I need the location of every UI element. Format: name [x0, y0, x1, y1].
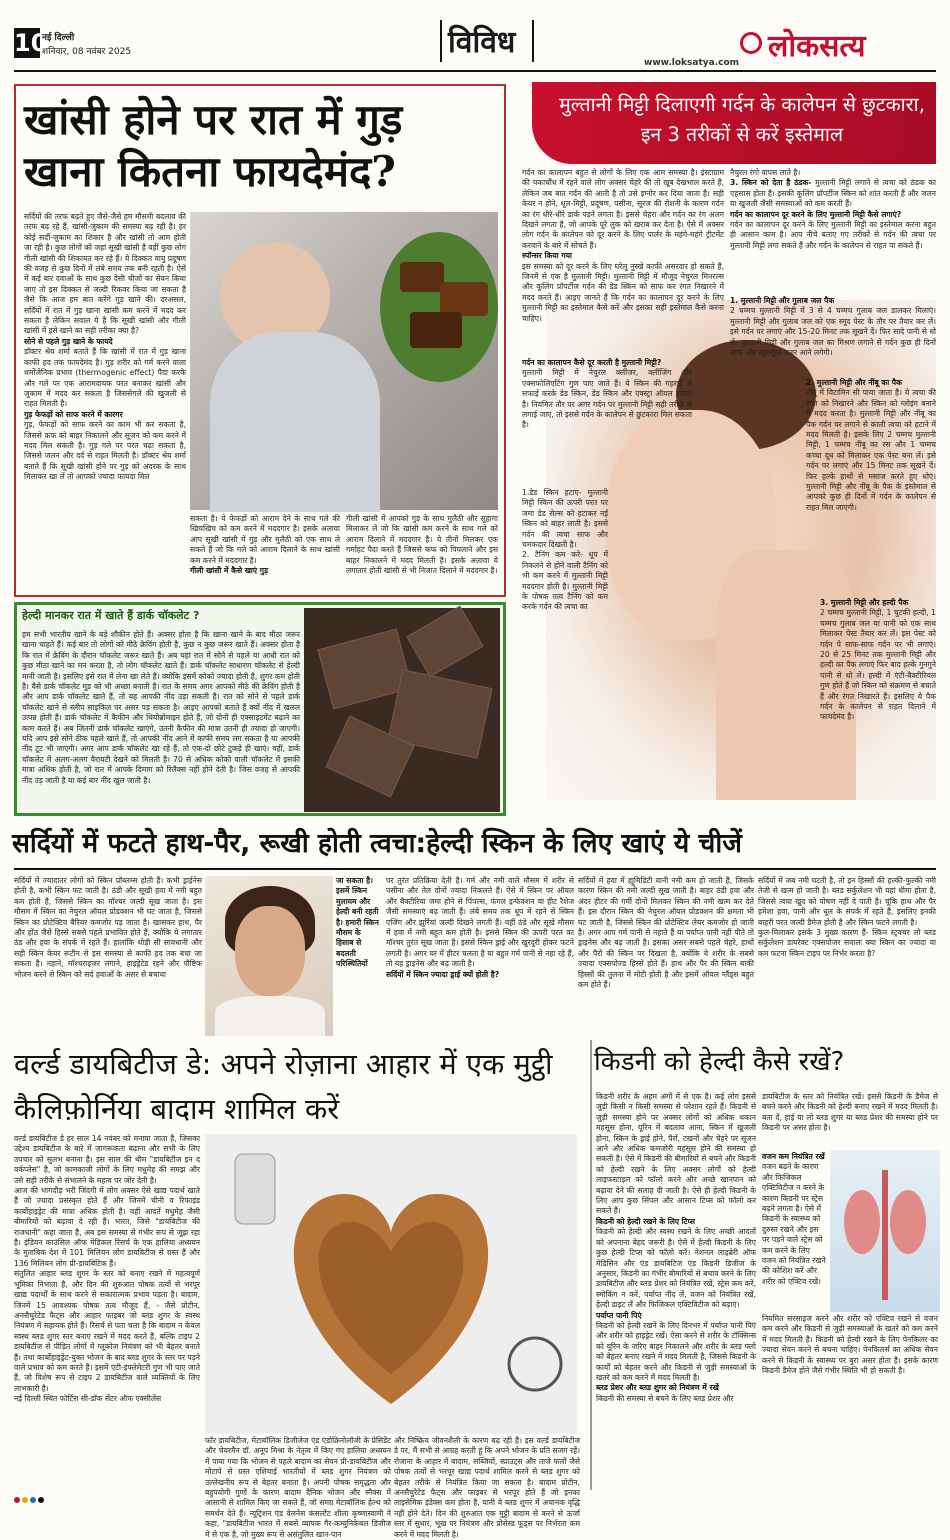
kidney-left-shape — [844, 1190, 880, 1254]
article-almond-col3: और निष्क्रिय जीवनशैली के कारण बढ़ रही है। इस वर्ल्ड डायबिटीज डे पर, मैं सभी से आग्रह करती हूं कि अपने भोजन के प्रति सजग रहें। रोजाना के आहार में बादाम, सब्जियों, स्प्राउट्स और ताजे फलों जैसे पोषक तत्वों से भरपूर खाद्य पदार्थ शामिल करने से ब्लड शुगर को बेहतर तरीके से नियंत्रित किया जा सकता है। बादाम प्रोटीन, अनसैचुरेटेड फैट्स और फाइबर से भरपूर होते हैं जो इनका लाइसेमिक इंडेक्स कम होता है, यानी ये ब्लड शुगर में अचानक वृद्धि नहीं होने देते। दिन की शुरुआत एक मुट्ठी बादाम से करने से ऊर्जा स्तर में सुधार, भूख पर नियंत्रण और प्रोसेस्ड फूड्स पर निर्भरता कम करने में मदद मिलती है। — [394, 1436, 580, 1539]
article-text: किडनी शरीर के अहम अंगों में से एक है। कई लोग इससे जुड़ी किसी न किसी समस्या से परेशान रहते हैं। किडनी से जुड़ी समस्या होने पर अक्सर लोगों को अधिक थकान महसूस होना, यूरिन में बदलाव आना, स्किन में खुजली होना, स्किन के ड्राई होने, पैरों, टखनों और चेहरे पर सूजन आने और अधिक कमजोरी महसूस होने की समस्या हो सकती है। ऐसे में किडनी की बीमारियों से बचने और किडनी को हेल्दी रखने के लिए अक्सर लोगों को हेल्दी लाइफस्टाइल को फॉलो करने और अच्छे खानपान को बढ़ावा देने की सलाह दी जाती है। ऐसे ही हेल्दी किडनी के लिए आप कुछ सिंपल और आसान टिप्स को फॉलो कर सकते हैं। — [596, 1092, 756, 1216]
page-footer — [14, 1488, 936, 1496]
subheading: ब्लड प्रेशर और ब्लड शुगर को नियंत्रण में रखें — [596, 1383, 719, 1393]
glucometer-shape — [235, 1154, 275, 1224]
kidney-right-shape — [890, 1190, 926, 1254]
smiling-woman-photo — [205, 876, 333, 1036]
subheading: सर्दियों में स्किन ज्यादा ड्राई क्यों होती है? — [386, 969, 500, 979]
article-jaggery-col2 — [190, 514, 340, 592]
edition-city: नई दिल्ली — [42, 33, 75, 43]
article-text: फॉर डायबिटीज, मेटाबॉलिक डिजीजेज एंड एंडोक्रिनोलॉजी के प्रेसिडेंट और चेयरमैन डॉ. अनूप मिश्रा के नेतृत्व में किए गए हालिया अध्ययन में पाया गया कि भोजन से पहले बादाम का सेवन प्री-डायबिटीज और मोटापे से ग्रस्त एशियाई भारतीयों में ब्लड शुगर नियंत्रण को उल्लेखनीय रूप से बेहतर बनाता है। अपनी पोषक समृद्धता और बहुपयोगी गुणों के कारण बादाम दैनिक भोजन और स्नैक्स में आसानी से शामिल किए जा सकते हैं, जो समग्र मेटाबॉलिक हेल्थ को समर्थन देते हैं। — [205, 1436, 391, 1518]
section-title: विविध — [448, 25, 516, 60]
edition-date: शनिवार, 08 नवंबर 2025 — [42, 47, 132, 57]
article-text: सर्दियों में जब नमी घटती है, तो इन हिस्सों की हल्की-फुल्की नमी तेजी से खत्म हो जाती है। ब्लड सर्कुलेशन भी यहां धीमा होता है, जिससे त्वचा खुद को पोषण नहीं दे पाती है। चूंकि हाथ और पैर हमेशा हवा, पानी और धूल के संपर्क में रहते हैं, इसलिए इनकी बाहरी परत जल्दी डैमेज होती है और स्किन फटने लगती है। — [758, 876, 936, 927]
article-text: नींबू में विटामिन सी पाया जाता है। ये त्वचा की रंगत को निखारने और स्किन को ग्लोइंग बनाने में मदद करता है। मुल्तानी मिट्टी और नींबू का पैक गर्दन पर लगाने से काली त्वचा को हटाने में मदद मिलती है। इसके लिए 2 चम्मच मुल्तानी मिट्टी, 1 चम्मच नींबू का रस और 1 चम्मच कच्चा दूध को मिलाकर एक पेस्ट बना लें। इसे गर्दन पर लगाएं और 15 मिनट तक सूखने दें। फिर हल्के हाथों से मसाज करते हुए धोएं। मुल्तानी मिट्टी और नींबू के पैक के इस्तेमाल से आपको कुछ ही दिनों में गर्दन के कालेपन से राहत मिल जाएगी। — [806, 388, 936, 512]
article-jaggery-col1 — [24, 212, 186, 588]
jaggery-piece — [410, 312, 462, 348]
article-skin-col2 — [386, 876, 574, 1032]
article-text: नैचुरल रंगो वापस लाते है। — [730, 168, 801, 177]
almond-heart-photo — [205, 1134, 577, 1434]
article-text: डॉक्टर श्रेय शर्मा बताते हैं कि खांसी में रात में गुड़ खाना काफी हद तक फायदेमंद है। गुड़ शरीर को गर्म करने वाला थर्मोजेनिक प्रभाव (thermogenic effect) पैदा करके और गले पर एक आरामदायक परत बनाकर खांसी और जुकाम में मदद कर सकता है जिससेगले की खुजली से राहत मिलती है। — [24, 347, 186, 409]
article-multani-col1-narrow — [522, 488, 608, 788]
article-text: सकता है। ये फेफड़ों को आराम देने के साथ गले की खिचखिच को कम करने में मददगार है। इसके अलावा आप सूखी खांसी में गुड़ और मुलैठी को एक साथ ले सकते हैं जो कि गले को आराम दिलाने के साथ खांसी कम करने में मददगार है। — [190, 514, 340, 565]
article-multani-col2-pack2 — [806, 378, 936, 598]
article-text: 2 चम्मच मुल्तानी मिट्टी में 3 से 4 चम्मच गुलाब जल डालकर मिलाएं। मुल्तानी मिट्टी और गुलाब जल को एक स्मूद पेस्ट के तौर पर तैयार कर लें। इसे गर्दन पर लगाएं और 15-20 मिनट तक सूखने दें। फिर सादे पानी से धो लें। मुल्तानी मिट्टी और गुलाब जल का मिश्रण लगाने से गर्दन कुछ ही दिनों साफ और खूबसूरत नजर आने लगेगी। — [730, 306, 936, 358]
subheading: गर्दन का कालापन दूर करने के लिए मुल्तानी मिट्टी कैसे लगाएं? — [730, 209, 902, 219]
subheading: गुड़ फेफड़ों को साफ करने में कारगर — [24, 409, 123, 419]
article-jaggery-title: खांसी होने पर रात में गुड़ खाना कितना फायदेमंद? — [24, 95, 403, 196]
dark-chocolate-photo — [304, 608, 500, 812]
article-multani-col2 — [730, 168, 936, 296]
article-kidney-col2: डायबिटीज के स्तर को नियंत्रित रखें। इससे किडनी के डैमेज से बचने करने और किडनी को हेल्दी बनाए रखने में मदद मिलती है। बता दें, हाई या लो ब्लड शुगर या ब्लड प्रेशर की समस्या होने पर किडनी पर असर होता है। — [762, 1092, 938, 1133]
footer-dot — [14, 1497, 20, 1503]
article-text: कुल-मिलाकर इसके 3 मुख्य कारण हैं- स्किन स्ट्रक्चर लो ब्लड सर्कुलेशन डायरेक्ट एक्सपोजर सवालः क्या स्किन का ज्यादा या कम फटना स्किन टाइप पर निर्भर करता है? — [758, 928, 936, 958]
article-kidney-title: किडनी को हेल्दी कैसे रखें? — [594, 1047, 845, 1077]
jaggery-piece — [400, 262, 444, 292]
article-text: आज की भागदौड़ भरी जिंदगी में लोग अक्सर ऐसे खाद्य पदार्थ खाते हैं जो ज्यादा प्रसंस्कृत होते हैं और जिनमें चीनी व रिफाइंड कार्बोहाइड्रेट की मात्रा अधिक होती है। वहीं आदतें मधुमेह जैसी बीमारियों को बढ़ावा दे रही हैं। भारत, जिसे "डायबिटीज की राजधानी" कहा जाता है, अब इस समस्या से गंभीर रूप से जूझ रहा है। इंडियन काउंसिल ऑफ मेडिकल रिसर्च के एक हालिया अध्ययन के मुताबिक देश में 101 मिलियन लोग डायबिटीज से ग्रस्त हैं और 136 मिलियन लोग प्री-डायबिटिक हैं। — [14, 1186, 200, 1268]
article-skin-title: सर्दियों में फटते हाथ-पैर, रूखी होती त्वचा:हेल्दी स्किन के लिए खाएं ये चीजें — [12, 828, 742, 859]
subheading: 3. मुल्तानी मिट्टी और हल्दी पैक — [820, 598, 909, 607]
article-kidney-col2-narrow — [762, 1152, 826, 1312]
article-text: वजन बढ़ने के कारण और फिजिकल एक्टिविटीज न करने के कारण किडनी पर स्ट्रेस बढ़ने लगता है। ऐसे में किडनी के स्वास्थ्य को दुरुस्त रखने और इस पर पड़ने वाले स्ट्रेस को कम करने के लिए वजन को नियंत्रित रखने की कोशिश करें और शरीर को एक्टिव रखें। — [762, 1162, 826, 1286]
article-text: पर तुरंत प्रतिक्रिया देती है। गर्म और नमी वाले मौसम में शरीर से पसीना और तेल दोनों ज्यादा निकलते हैं। ऐसे में स्किन पर ऑयल और बैक्टीरिया जमा होने से पिंपल्स, फंगल इन्फेक्शन या हीट रैशेज जैसी समस्याएं बढ़ जाती हैं। लंबे समय तक धूप में रहने से स्किन एजिंग और झुर्रियां जल्दी दिखने लगती हैं। वहीं ठंडे और सूखे मौसम में हवा में नमी बहुत कम होती है। इससे स्किन की ऊपरी परत का मॉश्चर तुरंत सूख जाता है। इससे स्किन ड्राई और खुरदुरी होकर फटने लगती है। अगर घर में हीटर चलता है या बहुत गर्म पानी से नहा रहे हैं, तो यह ड्राइनेस और बढ़ जाती है। — [386, 876, 574, 969]
article-multani-col1 — [522, 168, 724, 323]
article-skin-col3: सर्दियों में हवा में ह्यूमिडिटी यानी नमी कम हो जाती है, जिसके कारण स्किन की नमी जल्दी सूख जाती है। बाहर ठंडी हवा और अंदर हीटर की गर्मी दोनों मिलकर स्किन की नमी खत्म कर देते हैं। इस दौरान स्किन की नेचुरल ऑयल प्रोडक्शन की क्षमता भी घट जाती है, जिससे स्किन की प्रोटेक्टिव लेयर कमजोर हो जाती है। अगर आप गर्म पानी से नहाते हैं या पर्याप्त पानी नहीं पीते तो ड्राइनेस और बढ़ जाती है। इसका असर सबसे पहले चेहरे, हाथों और पैरों की स्किन पर दिखता है, क्योंकि ये शरीर के सबसे ज्यादा एक्सपोज्ड हिस्से होते हैं। हाथ और पैर की स्किन बाकी हिस्सों की तुलना में मोटी होती है और इसमें ऑयल ग्लैंड्स बहुत कम होते हैं। — [578, 876, 754, 990]
shirt-shape — [215, 996, 325, 1036]
jaggery-piece — [440, 282, 488, 316]
newspaper-logo: लोकसत्य — [768, 29, 866, 64]
page-number: 10 — [14, 29, 48, 57]
article-chocolate-body: हम सभी भारतीय खाने के बड़े शौकीन होते हैं। अक्सर होता है कि खाना खाने के बाद मीठा जरूर खाना चाहते हैं। कई बार तो लोगों को मीठे क्रेविंग होती है, कुछ न कुछ जरूर खाते हैं। अक्सर होता है कि रात में क्रेविंग के दौरान चॉकलेट जरूर खाते हैं। अब यहां रात में सोने से पहले या आधी रात को कुछ मीठा खाने का मन करता है, तो लोग चॉकलेट खाते हैं। डार्क चॉकलेट साधारण चॉकलेट से हेल्दी मानी जाती है। इसलिए इसे रात में लेना खा लेते हैं। क्योंकि इसमें कोको ज्यादा होती है, शुगर कम होती है। वैसे डार्क चॉकलेट मूड को भी अच्छा बनाती है। रात के समय अगर आपको मीठे की क्रेविंग होती है और आप डार्क चॉकलेट खाते हैं, तो यह आपकी नींद उड़ा सकती है। रात को सोने से पहले डार्क चॉकलेट खाने से स्लीप साइकिल पर असर पड़ सकता है। आइए आपको बताते हैं क्यों नींद में खलल उत्पन्न होती है। डार्क चॉकलेट में कैफीन और थियोब्रोमाइन होते हैं, जो दोनों ही एक्साइटमेंट बढ़ाने का काम करते हैं। अब जितनी डार्क चॉकलेट खाएंगे, उतनी कैफीन की मात्रा उतनी ही ज्यादा हो जाएगी। यदि आप इसे सोने ठीक पहले खाते हैं, तो आपकी नींद आने में काफी समय लग सकता है या आपकी नींद टूट भी जाएगी। अगर आप डार्क चॉकलेट खा रहे हैं, तो एक-दो छोटे टुकड़े ही खाएं। वहीं, डार्क चॉकलेट में अलग-अलग वैरायटी देखने को मिलती है। 70 से अधिक कोको वाली चॉकलेट में इसकी मात्रा अधिक होती है, जो रात में आपके दिमाग को रिलैक्स नहीं होने देती है। जिस वजह से आपकी नींद उड़ जाती है या कई बार नींद खुल जाती है। — [22, 630, 300, 785]
article-text: 2 चम्मच मुल्तानी मिट्टी, 1 चुटकी हल्दी, 1 चम्मच गुलाब जल या पानी को एक साथ मिलाकर पेस्ट तैयार कर लें। इस पेस्ट को गर्दन पे साफ-साफ गर्दन पर भी लगाएं। 20 से 25 मिनट तक मुल्तानी मिट्टी और हल्दी का पैक लगाएं फिर बाद हल्के गुनगुने पानी से धो लें। हल्दी में एंटी-बैक्टीरियल गुण होते हैं जो स्किन को संक्रमण से बचाते हैं और रंगत निखारते हैं। इसलिए ये पैक गर्दन के कालेपन से राहत दिलाने में फायदेमंद है। — [820, 608, 936, 722]
artery-shape — [882, 1170, 888, 1300]
footer-dot — [30, 1497, 36, 1503]
subheading: पर्याप्त पानी पिएं — [596, 1310, 642, 1320]
article-text: मुल्तानी मिट्टी लगाने से त्वचा को ठंडक का एहसास होता है। इसकी कूलिंग प्रॉपर्टीज स्किन को शांत करती हैं और जलन या खुजली जैसी समस्याओं को कम करती हैं। — [730, 178, 936, 209]
article-kidney-col2-cont: नियमित सरसाइज करने और शरीर को एक्टिव रखने से वजन कम करने और किडनी से जुड़ी समस्याओं के खतरे को कम करने में मदद मिलती है। किडनी को हेल्दी रखने के लिए पेनकिलर का ज्यादा सेवन करने से बचना चाहिए। पेनकिलर्स का अधिक सेवन करने से किडनी के स्वास्थ्य पर बुरा असर होता है। इसके कारण किडनी डैमेज होने जैसे गंभीर स्थिति भी हो सकती है। — [762, 1314, 938, 1376]
article-kidney-col1 — [596, 1092, 756, 1488]
subheading: गीली खांसी में कैसे खाएं गुड़ — [190, 566, 269, 576]
article-text: गर्दन का कालापन बहुत से लोगों के लिए एक आम समस्या है। इंस्टाग्राम की चकाचौंध में रहने वाले लोग अक्सर चेहरे की तो खूब देखभाल करते हैं, लेकिन जब बात गर्दन की आती है तो उसे इग्नोर कर दिया जाता है। सही केयर न होने, धूल-मिट्टी, प्रदूषण, पसीना, सूरज की रोशनी के कारण गर्दन का रंग धीरे-धीरे डार्क पड़ने लगता है। इससे चेहरा और गर्दन का रंग अलग दिखने लगता है, जो आपके पूरे लुक को खराब कर देता है। ऐसे में अक्सर लोग गर्दन के कालेपन को दूर करने के लिए पार्लर के महंगे-महंगे ट्रीटमेंट करवाने के बारे में सोचते हैं। — [522, 168, 724, 250]
article-text: गीली खांसी में आपको गुड़ के साथ मुलैठी और सुहागा मिलाकर लें जो कि खांसी कम करने के साथ गले को आराम दिलाने में मददगार है। ये तीनों मिलकर एक गर्माहट पैदा करते हैं जिससे कफ को पिघलाने और इस बाहर निकालने में मदद मिलती है। इसके अलावा ये लगातार होती खांसी से भी निजात दिलाने में मददगार है। — [346, 514, 498, 576]
subheading: 2. मुल्तानी मिट्टी और नींबू का पैक — [806, 378, 902, 387]
article-multani-col2-pack1 — [730, 296, 936, 378]
article-text: इस समस्या को दूर करने के लिए घरेलू नुस्खे काफी असरदार हो सकते हैं, जिनमें से एक है मुल्तानी मिट्टी। मुल्तानी मिट्टी में मौजूद नेचुरल मिनरल्स और कूलिंग प्रॉपर्टीज गर्दन की डेड स्किन को साफ कर रंगत निखारने में मदद करते हैं। आइए जानते हैं कि गर्दन का कालापन दूर करने के लिए मुल्तानी मिट्टी का इस्तेमाल कैसे करें और इसका सही इस्तेमाल कैसे करना चाहिए। — [522, 261, 724, 323]
article-text: 2. टैनिंग कम करे- धूप में निकलने से होने वाली टैनिंग को भी कम करने में मुल्तानी मिट्टी मददगार होती है। मुल्तानी मिट्टी के पोषक तत्व टैनिंग को कम करके गर्दन की त्वचा का — [522, 550, 608, 612]
website-url[interactable]: www.loksatya.com — [644, 58, 740, 68]
article-jaggery-col3 — [346, 514, 498, 592]
article-text: मुल्तानी मिट्टी में नेचुरल क्लींजर, क्लींजिंग और एक्सफोलिएटिंग गुण पाए जाते हैं। ये स्किन की गहराई से सफाई करके डेड स्किन, डेड स्किन और एक्स्ट्रा ऑयल हटाता है। नियमित तौर पर अगर गर्दन पर मुल्तानी मिट्टी सही तरीके से लगाई जाए, तो इससे गर्दन के कालेपन से छुटकारा मिल सकता है। — [522, 368, 692, 430]
kidney-illustration — [830, 1150, 940, 1312]
article-skin-col4 — [758, 876, 936, 1032]
article-almond-col1 — [14, 1134, 200, 1488]
article-text: किडनी को हेल्दी रखने के लिए दिनभर में पर्याप्त पानी पिएं और शरीर को हाइड्रेट रखें। ऐसा करने से शरीर के टॉक्सिन्स को यूरिन के जरिए बाहर निकालने और शरीर के ब्लड फ्लो को बेहतर बनाए रखने में मदद मिलती है, जिससे किडनी के कार्यों को बेहतर करने और किडनी से जुड़ी समस्याओं के खतरे को कम करने में मदद मिलती है। — [596, 1320, 756, 1382]
article-text: न्यूट्रिशन एंड वेलनेस कंसल्टेंट शीला कृष्णास्वामी ने कहा, "डायबिटीज भारत में सबसे व्यापक गैर-कम्युनिकेबल डिजीज में से एक है, जो मुख्य रूप से असंतुलित खान-पान — [205, 1508, 392, 1539]
subheading: 3. स्किन को देता है ठंडक- — [730, 178, 812, 188]
article-multani-title: मुल्तानी मिट्टी दिलाएगी गर्दन के कालेपन से छुटकारा, इन 3 तरीकों से करें इस्तेमाल — [559, 93, 925, 146]
footer-dot — [22, 1497, 28, 1503]
article-text: 1.डेड स्किन हटाए- मुल्तानी मिट्टी स्किन की ऊपरी परत पर जमा डेड सेल्स को हटाकर नई स्किन को बाहर लाती है। इससे गर्दन की त्वचा साफ और चमकदार दिखती है। — [522, 488, 608, 550]
home-logo-icon — [740, 32, 762, 54]
subheading: किडनी को हेल्दी रखने के लिए टिप्स — [596, 1216, 695, 1226]
stethoscope-shape — [509, 1338, 561, 1390]
subheading: 1. मुल्तानी मिट्टी और गुलाब जल पैक — [730, 296, 835, 305]
article-almond-col2 — [205, 1436, 392, 1539]
article-text: नई दिल्ली स्थित फोर्टिस सी-डॉक सेंटर ऑफ एक्सीलेंस — [14, 1394, 162, 1404]
subheading: स्पॉन्सर किया गया — [522, 251, 573, 261]
article-text: संतुलित आहार ब्लड शुगर के स्तर को बनाए रखने में महत्वपूर्ण भूमिका निभाता है, और दिन की शुरुआत पोषक तत्वों से भरपूर खाद्य पदार्थों के साथ करने से सकारात्मक प्रभाव पड़ता है। बादाम, जिनमें 15 आवश्यक पोषक तत्व मौजूद हैं, - जैसे प्रोटीन, अनसैचुरेटेड फैट्स और आहार फाइबर जो ब्लड शुगर के स्वस्थ नियंत्रण में सहायक होते हैं। रिसर्च से पता चला है कि बादाम न केवल स्वस्थ ब्लड शुगर स्तर बनाए रखने में मदद करते हैं, बल्कि टाइप 2 डायबिटीज से पीड़ित लोगों में ग्लूकोज नियंत्रण को भी बेहतर बनाते हैं। तथा कार्बोहाइड्रेट-युक्त भोजन के बाद ब्लड शुगर के स्तर पर पड़ने वाले प्रभाव को कम करते हैं। इसमें एंटी-इंफ्लेमेटरी गुण भी पाए जाते हैं, जो विशेष रूप से टाइप 2 डायबिटीज वाले व्यक्तियों के लिए लाभकारी है। — [14, 1269, 200, 1393]
article-text: वर्ल्ड डायबिटीज डे हर साल 14 नवंबर को मनाया जाता है, जिसका उद्देश्य डायबिटीज के बारे में जागरूकता बढ़ाना और सभी के लिए उपचार को सुलभ बनाना है। इस साल की थीम "डायबिटीज इन द वर्कप्लेस" है, जो कामकाजी लोगों के लिए मधुमेह की समझ और उसे सही तरीके से संभालने के महत्व पर जोर देती है। — [14, 1134, 200, 1185]
subheading: गर्दन का कालापन कैसे दूर करती है मुल्तानी मिट्टी? — [522, 358, 662, 367]
article-skin-divider — [14, 868, 936, 870]
article-text: गर्दन का कालापन दूर करने के लिए मुल्तानी मिट्टी का इस्तेमाल करना बहुत ही आसान काम है। आप नीचे बताए गए तरीकों से गर्दन की त्वचा पर मुल्तानी मिट्टी लगा सकते हैं और गर्दन के कालेपन से राहत पा सकते हैं। — [730, 220, 936, 250]
header-divider — [14, 70, 936, 72]
article-almond-title: वर्ल्ड डायबिटीज डे: अपने रोज़ाना आहार में एक मुट्ठी कैलिफ़ोर्निया बादाम शामिल करें — [14, 1047, 553, 1126]
almond-heart-illustration — [205, 1134, 577, 1434]
article-skin-col1: सर्दियों में ज्यादातर लोगों को स्किन प्रॉब्लम्स होती हैं। कभी ड्राईनेस होती है, कभी स्किन फट जाती है। ठंडी और सूखी हवा में नमी बहुत कम होती है, जिससे स्किन का मॉश्चर जल्दी सूख जाता है। इस मौसम में स्किन का नेचुरल ऑयल प्रोडक्शन भी घट जाता है, जिससे स्किन का प्रोटेक्टिव बैरियर कमजोर पड़ जाता है। खासकर हाथ, पैर और होंठ जैसे हिस्से सबसे पहले प्रभावित होते हैं, क्योंकि ये लगातार ठंड और हवा के संपर्क में रहते हैं। हालांकि थोड़ी सी सावधानी और सही स्किन केयर रूटीन से इस समस्या से काफी हद तक बचा जा सकता है। नहाने, मॉश्चराइजर लगाने, हाइड्रेटेड रहने और पौष्टिक भोजन करने से स्किन को सर्द हवाओं के असर से बचाया — [14, 876, 202, 979]
article-text: गुड़, फेफड़ों को साफ करने का काम भी कर सकता है, जिससे कफ को बाहर निकालने और सूजन को कम करने में मदद मिल सकती है। गुड़ गले पर परत चढ़ा सकता है, जिससे जलन और दर्द से राहत मिलती है। डॉक्टर श्रेय शर्मा बताते हैं कि सूखी खांसी होने पर गुड़ को अदरक के साथ मिलाकर खा लें तो आपको ज्यादा फायदा मिल — [24, 420, 186, 482]
article-multani-col1-cont — [522, 358, 692, 480]
article-kidney-divider — [590, 1040, 592, 1490]
coughing-woman-jaggery-photo — [190, 212, 498, 510]
article-text: किडनी की समस्या से बचने के लिए ब्लड प्रेशर और — [596, 1393, 734, 1403]
subheading: सोने से पहले गुड़ खाने के फायदे — [24, 336, 113, 346]
footer-dot — [38, 1497, 44, 1503]
article-chocolate-title: हेल्दी मानकर रात में खाते हैं डार्क चॉकलेट ? — [22, 609, 200, 622]
article-skin-sidebar: जा सकता है। इसमें स्किन मुलायम और हेल्दी बनी रहती है। हमारी स्किन मौसम के हिसाब से बदलती परिस्थितियों — [336, 876, 379, 969]
article-text: किडनी को हेल्दी और स्वस्थ रखने के लिए अच्छी आदतों को अपनाना बेहद जरूरी है। ऐसे में हेल्दी किडनी के लिए कुछ हेल्दी टिप्स को फॉलो करें। नेशनल लाइब्रेरी ऑफ मेडिसिन और एंड डायबिटिज एंड किडनी डिजीज के अनुसार, किडनी का गंभीर बीमारियों से बचाव करने के लिए डायबिटीज और ब्लड प्रेशर को नियंत्रित रखें, स्ट्रेस कम करें, स्मोकिंग न करें, पर्याप्त नींद लें, वजन को नियंत्रित रखें, हेल्दी डाइट लें और फिजिकल एक्टिविटीज को बढ़ाएं। — [596, 1227, 756, 1310]
article-multani-col2-pack3 — [820, 598, 936, 798]
face-shape — [235, 906, 305, 996]
chocolate-piece — [406, 606, 483, 678]
blanket-shape — [210, 332, 380, 512]
subheading: वजन कम नियंत्रित रखें — [762, 1152, 825, 1161]
article-text: सर्दियों की तरफ बढ़ते हुए जैसे-जैसे हम मौसमी बदलाव की तरफ बढ़ रहे हैं, खांसी-जुकाम की समस्या बढ़ रही है। हर कोई सर्दी-जुकाम का शिकार है और खांसी तो आम होती जा रही है। कुछ लोगों को जहां सूखी खांसी है वहीं कुछ लोग गीली खांसी की शिकायत कर रहे हैं। ये दिक्कत वायु प्रदूषण की वजह से कुछ दिनों में लंबे समय तक बनी रहती है। ऐसे में कई बार दवाओं के साथ कुछ देसी चीजों का सेवन किया जाए तो इस दिक्कत से जल्दी रिकवर किया जा सकता है जैसे कि आज हम बात करेंगे गुड़ खाने की। दरअसल, सर्दियों में रात में गुड़ खाना खांसी कम करने में मदद कर सकता है लेकिन सवाल ये है कि सूखी खांसी और गीली खांसी में इसे खाने का सही तरीका क्या है? — [24, 212, 186, 336]
